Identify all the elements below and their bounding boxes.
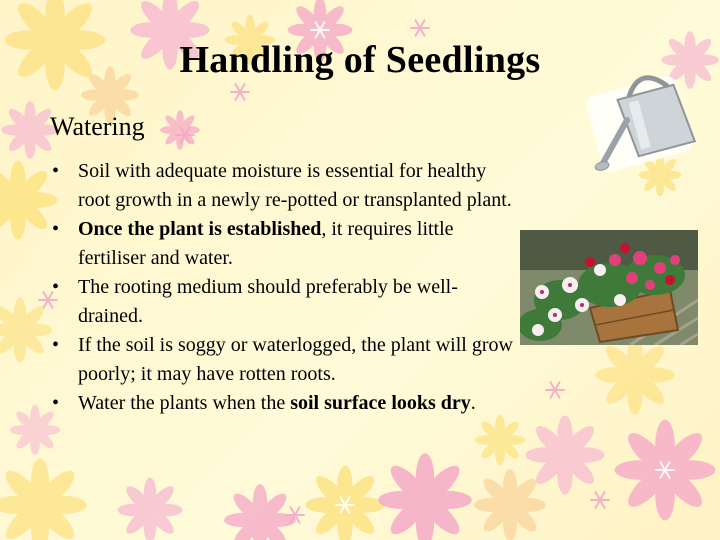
bullet-marker: •: [52, 334, 60, 356]
bullet-item: [50, 273, 520, 331]
bullet-item: [50, 215, 520, 273]
section-heading: Watering: [50, 112, 145, 141]
slide-title: Handling of Seedlings: [179, 39, 541, 81]
bullet-list: [50, 157, 520, 418]
bullet-marker: •: [52, 276, 60, 298]
bullet-text: If the soil is soggy or waterlogged, the plant will grow poorly; it may have rotten roots.: [78, 334, 513, 385]
potted-flowers-photo: [520, 230, 698, 345]
bullet-text: Soil with adequate moisture is essential for healthy root growth in a newly re-potted or transplanted plant.: [78, 160, 512, 211]
bullet-text: The rooting medium should preferably be well-drained.: [78, 276, 458, 327]
bullet-text: Water the plants when the: [78, 392, 291, 414]
bullet-item: [50, 157, 520, 215]
bullet-marker: •: [52, 160, 60, 182]
bullet-text-bold: soil surface looks dry: [290, 392, 471, 414]
bullet-text: .: [470, 392, 476, 414]
bullet-marker: •: [52, 218, 60, 240]
bullet-text: , it requires little fertiliser and water.: [78, 218, 454, 269]
bullet-marker: •: [52, 392, 60, 414]
bullet-item: [50, 331, 520, 389]
bullet-item: [50, 389, 520, 418]
bullet-text-bold: Once the plant is established: [78, 218, 322, 240]
